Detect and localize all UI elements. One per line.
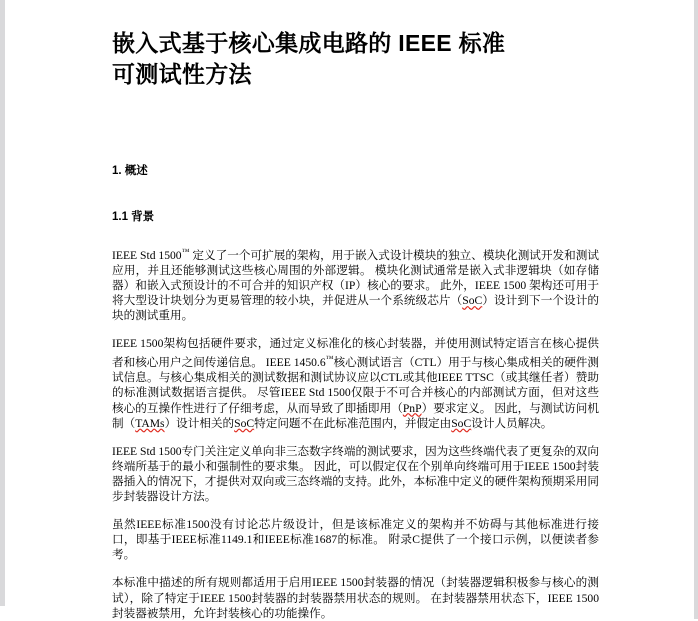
heading-overview: 1. 概述 bbox=[112, 165, 148, 177]
paragraph-5: 本标准中描述的所有规则都适用于启用IEEE 1500封装器的情况（封装器逻辑积极参与核心的测试），除了特定于IEEE 1500封装器的封装器禁用状态的规则。 在封装器禁用状态下，IEEE 1500封装器被禁用，允许封装核心的功能操作。 bbox=[112, 576, 599, 620]
spellcheck-term: SoC bbox=[462, 294, 483, 308]
page-gutter-right bbox=[694, 0, 698, 619]
paragraph-4: 虽然IEEE标准1500没有讨论芯片级设计，但是该标准定义的架构并不妨碍与其他标准进行接口，即基于IEEE标准1149.1和IEEE标准1687的标准。 附录C提供了一个接口示例，以便读者参考。 bbox=[112, 518, 599, 562]
spellcheck-term: SoC bbox=[451, 416, 472, 430]
page-title bbox=[112, 0, 599, 90]
section-background bbox=[112, 209, 599, 225]
paragraph-1: IEEE Std 1500™ 定义了一个可扩展的架构，用于嵌入式设计模块的独立、模块化测试开发和测试应用，并且还能够测试这些核心周围的外部逻辑。 模块化测试通常是嵌入式非逻辑块（如存储器）和嵌入式预设计的不可合并的知识产权（IP）核心的要求。 此外，IEEE 1500 架构还可用于将大型设计块划分为更易管理的较小块，并促进从一个系统级芯片（SoC）设计到下一个设计的块的测试重用。 bbox=[112, 247, 599, 323]
section-overview bbox=[112, 163, 599, 179]
page-title-line-2: 可测试性方法 bbox=[112, 61, 252, 87]
spellcheck-term: TAMs bbox=[135, 416, 165, 430]
trademark-mark: ™ bbox=[325, 354, 334, 364]
paragraph-3: IEEE Std 1500专门关注定义单向非三态数字终端的测试要求，因为这些终端代表了更复杂的双向终端所基于的最小和强制性的要求集。 因此，可以假定仅在个别单向终端可用于IEEE 1500封装器插入的情况下，才提供对双向或三态终端的支持。此外，本标准中定义的硬件架构预期采用同步封装器设计方法。 bbox=[112, 444, 599, 504]
document-body bbox=[5, 0, 694, 621]
heading-background: 1.1 背景 bbox=[112, 211, 155, 223]
trademark-mark: ™ bbox=[181, 247, 190, 256]
paragraph-2: IEEE 1500架构包括硬件要求，通过定义标准化的核心封装器，并使用测试特定语言在核心提供者和核心用户之间传递信息。 IEEE 1450.6™核心测试语言（CTL）用于与核心集成相关的硬件测试信息。与核心集成相关的测试数据和测试协议应以CTL或其他IEEE TTSC（或其继任者）赞助的标准测试数据语言提供。 尽管IEEE Std 1500仅限于不可合并核心的内部测试方面，但对这些核心的互操作性进行了仔细考虑，从而导致了即插即用（PnP）要求定义。 因此，与测试访问机制（TAMs）设计相关的SoC特定问题不在此标准范围内，并假定由SoC设计人员解决。 bbox=[112, 337, 599, 430]
document-page bbox=[5, 0, 694, 619]
page-title-line-1: 嵌入式基于核心集成电路的 IEEE 标准 bbox=[112, 30, 506, 56]
spellcheck-term: PnP bbox=[402, 401, 422, 415]
spellcheck-term: SoC bbox=[234, 416, 255, 430]
